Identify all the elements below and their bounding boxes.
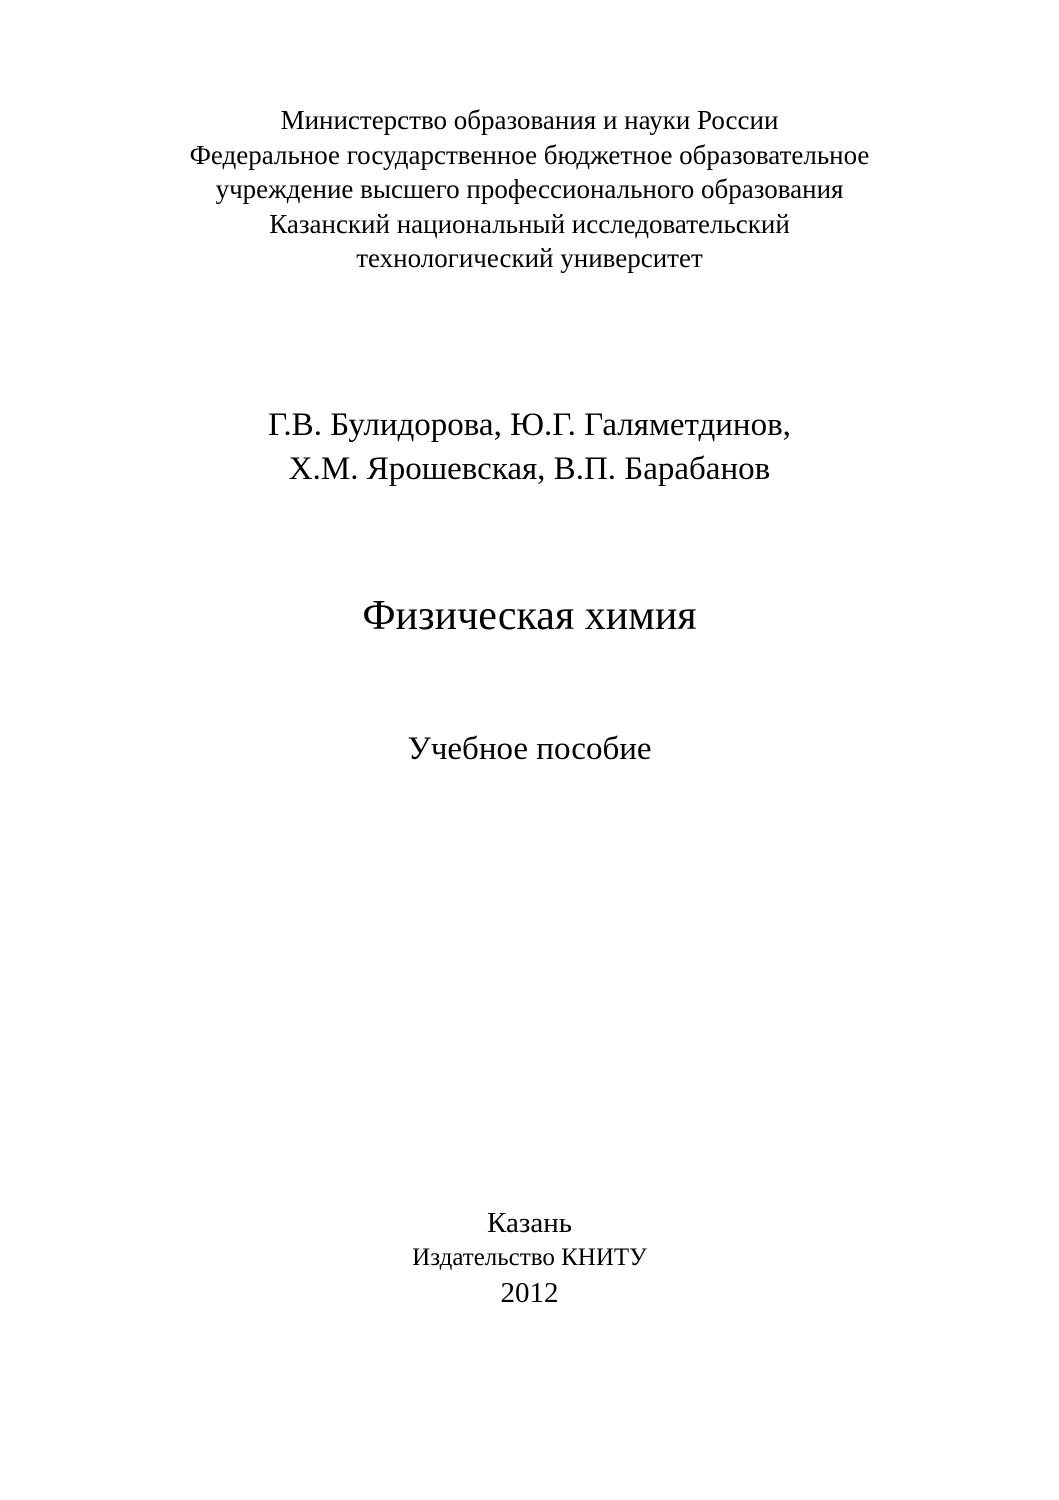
authors-block (0, 403, 1059, 491)
organization-block (0, 103, 1059, 276)
ministry-line: Министерство образования и науки России (280, 105, 779, 135)
imprint-block (0, 1205, 1059, 1311)
book-title: Физическая химия (362, 593, 697, 639)
authors-line-1: Г.В. Булидорова, Ю.Г. Галяметдинов, (268, 407, 791, 443)
institution-type-line-2: учреждение высшего профессионального образования (215, 174, 844, 204)
university-name-line: Казанский национальный исследовательский (269, 208, 790, 239)
book-subtitle: Учебное пособие (407, 731, 652, 767)
imprint-year: 2012 (500, 1277, 559, 1309)
institution-type-line: Федеральное государственное бюджетное образовательное (189, 139, 870, 170)
imprint-city: Казань (487, 1207, 572, 1239)
authors-line-2: Х.М. Ярошевская, В.П. Барабанов (288, 451, 771, 487)
imprint-publisher: Издательство КНИТУ (412, 1244, 647, 1271)
university-name-line-2: технологический университет (356, 243, 703, 273)
